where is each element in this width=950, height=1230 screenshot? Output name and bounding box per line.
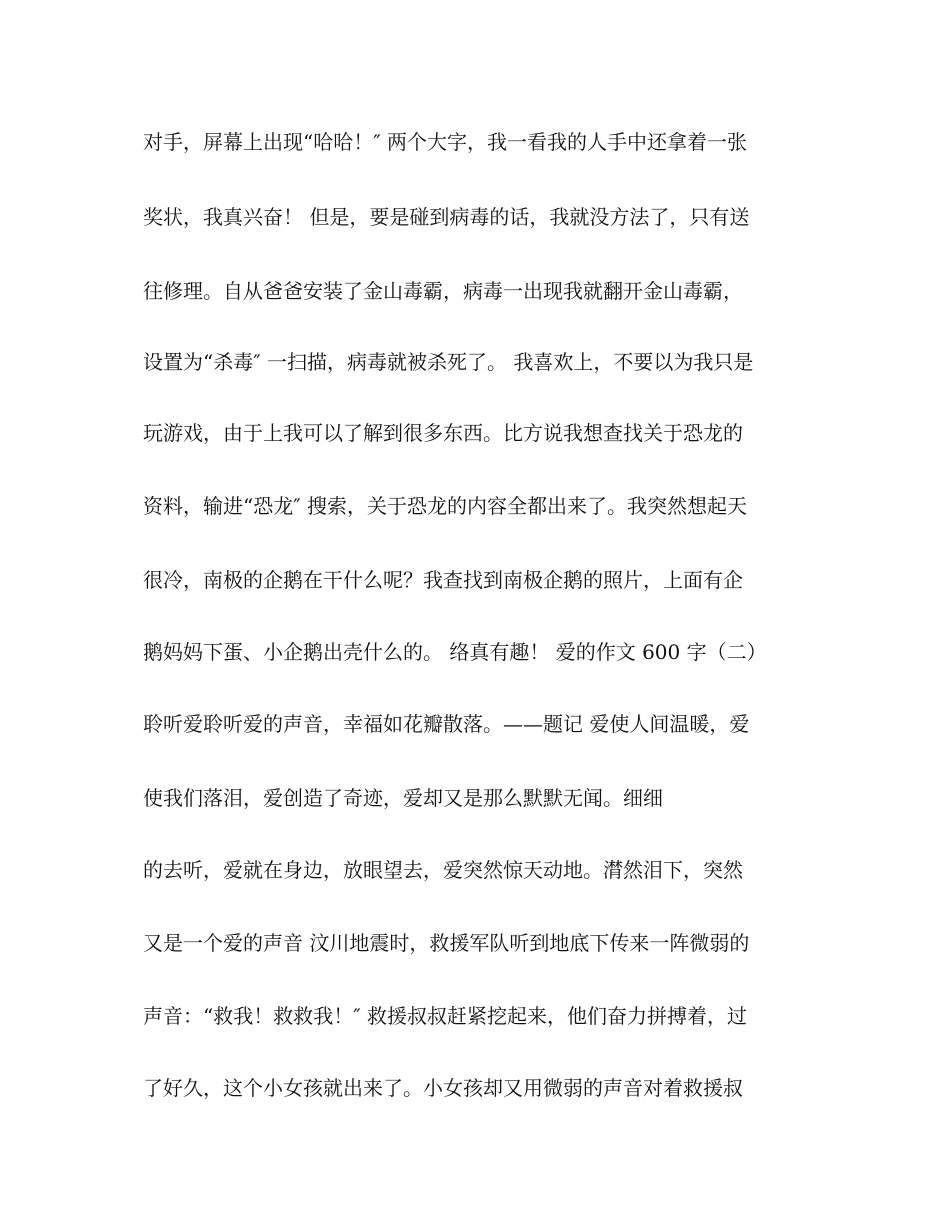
text-line-6: 资料，输进“恐龙″ 搜索，关于恐龙的内容全都出来了。我突然想起天 <box>143 494 748 518</box>
text-line-2: 奖状，我真兴奋！ 但是，要是碰到病毒的话，我就没方法了，只有送 <box>143 205 750 229</box>
text-line-5: 玩游戏，由于上我可以了解到很多东西。比方说我想查找关于恐龙的 <box>143 421 743 445</box>
text-line-3: 往修理。自从爸爸安装了金山毒霸，病毒一出现我就翻开金山毒霸， <box>143 279 743 303</box>
text-line-10: 使我们落泪，爱创造了奇迹，爱却又是那么默默无闻。细细 <box>143 786 663 810</box>
text-line-12: 又是一个爱的声音 汶川地震时，救援军队听到地底下传来一阵微弱的 <box>143 931 750 955</box>
text-line-4: 设置为“杀毒″ 一扫描，病毒就被杀死了。 我喜欢上，不要以为我只是 <box>143 350 754 374</box>
text-line-9: 聆听爱聆听爱的声音，幸福如花瓣散落。——题记 爱使人间温暖，爱 <box>143 712 750 736</box>
text-line-14: 了好久，这个小女孩就出来了。小女孩却又用微弱的声音对着救援叔 <box>143 1076 743 1100</box>
text-line-11: 的去听，爱就在身边，放眼望去，爱突然惊天动地。潸然泪下，突然 <box>143 858 743 882</box>
text-line-1: 对手，屏幕上出现“哈哈！″ 两个大字，我一看我的人手中还拿着一张 <box>143 130 748 154</box>
text-line-13: 声音：“救我！救救我！″ 救援叔叔赶紧挖起来，他们奋力拼搏着，过 <box>143 1004 748 1028</box>
text-line-8: 鹅妈妈下蛋、小企鹅出壳什么的。 络真有趣！ 爱的作文 600 字（二） <box>143 640 767 664</box>
text-line-7: 很冷，南极的企鹅在干什么呢？我查找到南极企鹅的照片，上面有企 <box>143 568 743 592</box>
